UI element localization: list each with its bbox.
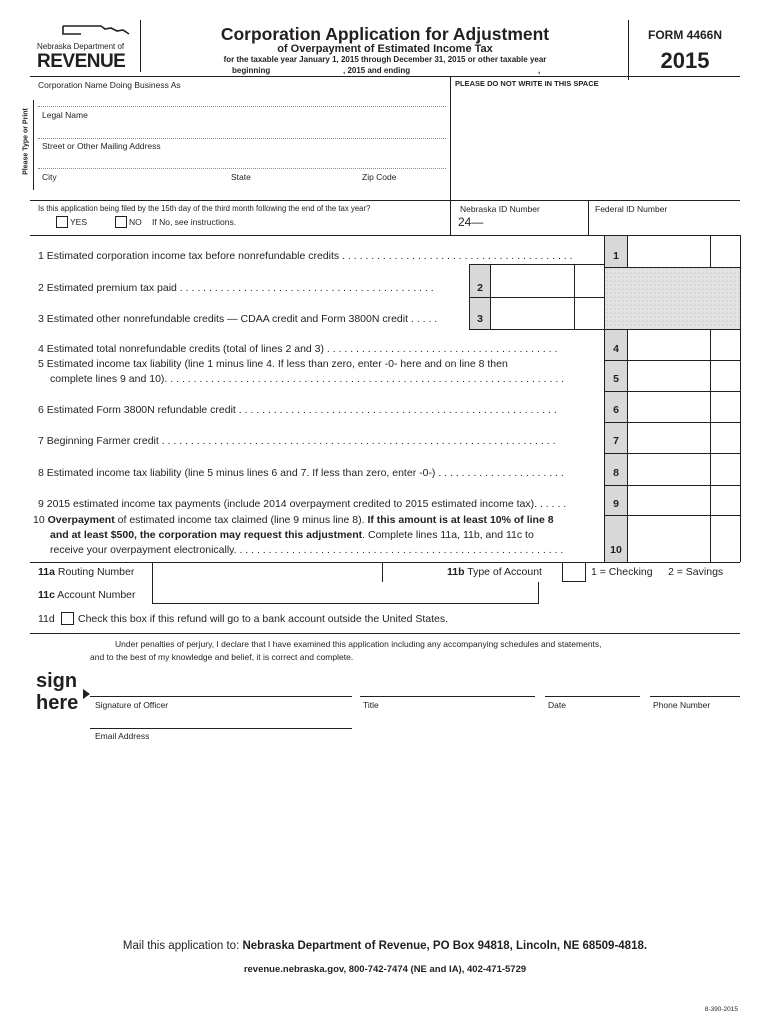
ne-id-label: Nebraska ID Number (460, 204, 540, 214)
line-10-amount[interactable] (629, 517, 709, 561)
yes-label: YES (70, 217, 88, 227)
line-10-number: 10 (610, 544, 622, 556)
period-line: for the taxable year January 1, 2015 through December 31, 2015 or other taxable year (223, 55, 547, 64)
foreign-bank-checkbox[interactable] (61, 612, 74, 625)
sign-label: sign (36, 670, 78, 692)
here-label: here (36, 692, 79, 714)
line-11d-number: 11d (38, 613, 55, 625)
line-1-number: 1 (613, 250, 619, 262)
side-label: Please Type or Print (22, 108, 30, 175)
account-number-input[interactable] (152, 582, 539, 604)
no-checkbox[interactable] (115, 216, 127, 228)
line-6-number: 6 (613, 404, 619, 416)
form-subtitle: of Overpayment of Estimated Income Tax (277, 43, 493, 55)
officer-signature-input[interactable] (90, 680, 352, 696)
zip-label: Zip Code (362, 172, 397, 182)
city-label: City (42, 172, 57, 182)
line-1-amount[interactable] (629, 238, 709, 266)
agency-logo (37, 22, 137, 70)
line-2-text: 2 Estimated premium tax paid . . . . . . . . . . . . . . . . . . . . . . . . . . . . . . . . . . . . . . . . . . . . (38, 282, 434, 294)
line-1-text: 1 Estimated corporation income tax before nonrefundable credits . . . . . . . . . . . . . . . . . . . . . . . . . . . . . . . . . . . . . . . . (38, 250, 573, 262)
agency-top-text: Nebraska Department of (37, 42, 125, 51)
sign-arrow-icon (83, 689, 90, 699)
checking-option: 1 = Checking (591, 566, 653, 578)
no-write-label: PLEASE DO NOT WRITE IN THIS SPACE (455, 79, 599, 88)
officer-label: Signature of Officer (95, 700, 169, 710)
form-code: 8-390-2015 (704, 1006, 738, 1013)
routing-number-input[interactable] (154, 563, 380, 581)
email-label: Email Address (95, 731, 150, 741)
street-input[interactable] (38, 152, 446, 168)
declaration-line-1: Under penalties of perjury, I declare that I have examined this application including any accompanying schedules and statements, (115, 639, 602, 649)
ending-label: , 2015 and ending (343, 66, 411, 75)
line-7-number: 7 (613, 435, 619, 447)
title-label: Title (363, 700, 379, 710)
line-11c-label: 11c Account Number (38, 589, 136, 601)
title-input[interactable] (360, 680, 535, 696)
line-4-number: 4 (613, 343, 619, 355)
beginning-label: beginning (232, 66, 271, 75)
zip-input[interactable] (360, 182, 446, 198)
form-number: FORM 4466N (647, 28, 723, 42)
line-5-number: 5 (613, 373, 619, 385)
form-title: Corporation Application for Adjustment (220, 24, 550, 44)
dba-label: Corporation Name Doing Business As (38, 80, 181, 90)
line-3-text: 3 Estimated other nonrefundable credits — CDAA credit and Form 3800N credit . . . . . (38, 313, 438, 325)
line-10-text-c: receive your overpayment electronically. . . . . . . . . . . . . . . . . . . . . . . . . . . . . . . . . . . . . . . . . . . . . . . . . . . . . . . . . (50, 544, 564, 556)
line-2-number: 2 (477, 282, 483, 294)
agency-logo-text: REVENUE (37, 51, 126, 72)
savings-option: 2 = Savings (668, 566, 724, 578)
line-3-amount[interactable] (492, 298, 573, 328)
state-label: State (231, 172, 251, 182)
fed-id-label: Federal ID Number (595, 204, 668, 214)
state-input[interactable] (230, 182, 358, 198)
line-9-number: 9 (613, 498, 619, 510)
line-2-amount[interactable] (492, 266, 573, 296)
line-7-amount[interactable] (629, 424, 709, 452)
line-9-text: 9 2015 estimated income tax payments (include 2014 overpayment credited to 2015 estimated income tax). . . . . . (38, 498, 567, 510)
date-label: Date (548, 700, 566, 710)
ne-id-input[interactable] (486, 214, 584, 232)
account-type-input[interactable] (562, 562, 586, 582)
line-8-text: 8 Estimated income tax liability (line 5 minus lines 6 and 7. If less than zero, enter -0-) . . . . . . . . . . . . . . . . . . . . . . (38, 467, 564, 479)
legal-name-label: Legal Name (42, 110, 88, 120)
line-6-text: 6 Estimated Form 3800N refundable credit . . . . . . . . . . . . . . . . . . . . . . . . . . . . . . . . . . . . . . . . . . . . . . . . . . . . . . . (38, 404, 557, 416)
line-8-amount[interactable] (629, 455, 709, 484)
form-year: 2015 (660, 48, 710, 73)
line-11a-label: 11a Routing Number (38, 566, 135, 578)
phone-label: Phone Number (653, 700, 711, 710)
declaration-line-2: and to the best of my knowledge and belief, it is correct and complete. (90, 652, 354, 662)
filing-question: Is this application being filed by the 15th day of the third month following the end of the tax year? (38, 204, 371, 213)
line-10-text-a: 10 Overpayment of estimated income tax claimed (line 9 minus line 8). If this amount is at least 10% of line 8 (33, 514, 554, 526)
line-5-text-a: 5 Estimated income tax liability (line 1 minus line 4. If less than zero, enter -0- here and on line 8 then (38, 358, 508, 370)
yes-checkbox[interactable] (56, 216, 68, 228)
line-7-text: 7 Beginning Farmer credit . . . . . . . . . . . . . . . . . . . . . . . . . . . . . . . . . . . . . . . . . . . . . . . . . . . . . . . . . . . . . . . . . . . . (38, 435, 556, 447)
shaded-area (605, 267, 740, 329)
line-5-amount[interactable] (629, 362, 709, 390)
line-8-number: 8 (613, 467, 619, 479)
line-5-text-b: complete lines 9 and 10). . . . . . . . . . . . . . . . . . . . . . . . . . . . . . . . . . . . . . . . . . . . . . . . . . . . . . . . . . . . . . . . . . . . . (50, 373, 565, 385)
line-10-text-b: and at least $500, the corporation may request this adjustment. Complete lines 11a, 11b, and 11c to (50, 529, 534, 541)
ne-id-prefix: 24— (458, 215, 484, 229)
line-4-amount[interactable] (629, 331, 709, 359)
city-input[interactable] (38, 182, 228, 198)
email-input[interactable] (90, 712, 352, 728)
ending-comma: , (538, 66, 541, 75)
office-use-area (452, 90, 740, 200)
nebraska-state-outline-icon (61, 22, 131, 38)
dba-input[interactable] (38, 90, 446, 106)
street-label: Street or Other Mailing Address (42, 141, 161, 151)
date-input[interactable] (545, 680, 640, 696)
no-note: If No, see instructions. (152, 217, 237, 227)
contact-info: revenue.nebraska.gov, 800-742-7474 (NE and IA), 402-471-5729 (243, 964, 527, 975)
legal-name-input[interactable] (38, 120, 446, 138)
line-11b-label: 11b Type of Account (447, 566, 542, 578)
no-label: NO (129, 217, 142, 227)
mail-instruction: Mail this application to: Nebraska Department of Revenue, PO Box 94818, Lincoln, NE 68509-4818. (122, 940, 648, 952)
line-4-text: 4 Estimated total nonrefundable credits (total of lines 2 and 3) . . . . . . . . . . . . . . . . . . . . . . . . . . . . . . . . . . . . . . . . (38, 343, 558, 355)
phone-input[interactable] (650, 680, 740, 696)
line-3-number: 3 (477, 313, 483, 325)
line-9-amount[interactable] (629, 487, 709, 514)
line-11d-label: Check this box if this refund will go to a bank account outside the United States. (78, 613, 449, 625)
line-6-amount[interactable] (629, 393, 709, 421)
fed-id-input[interactable] (592, 214, 737, 232)
